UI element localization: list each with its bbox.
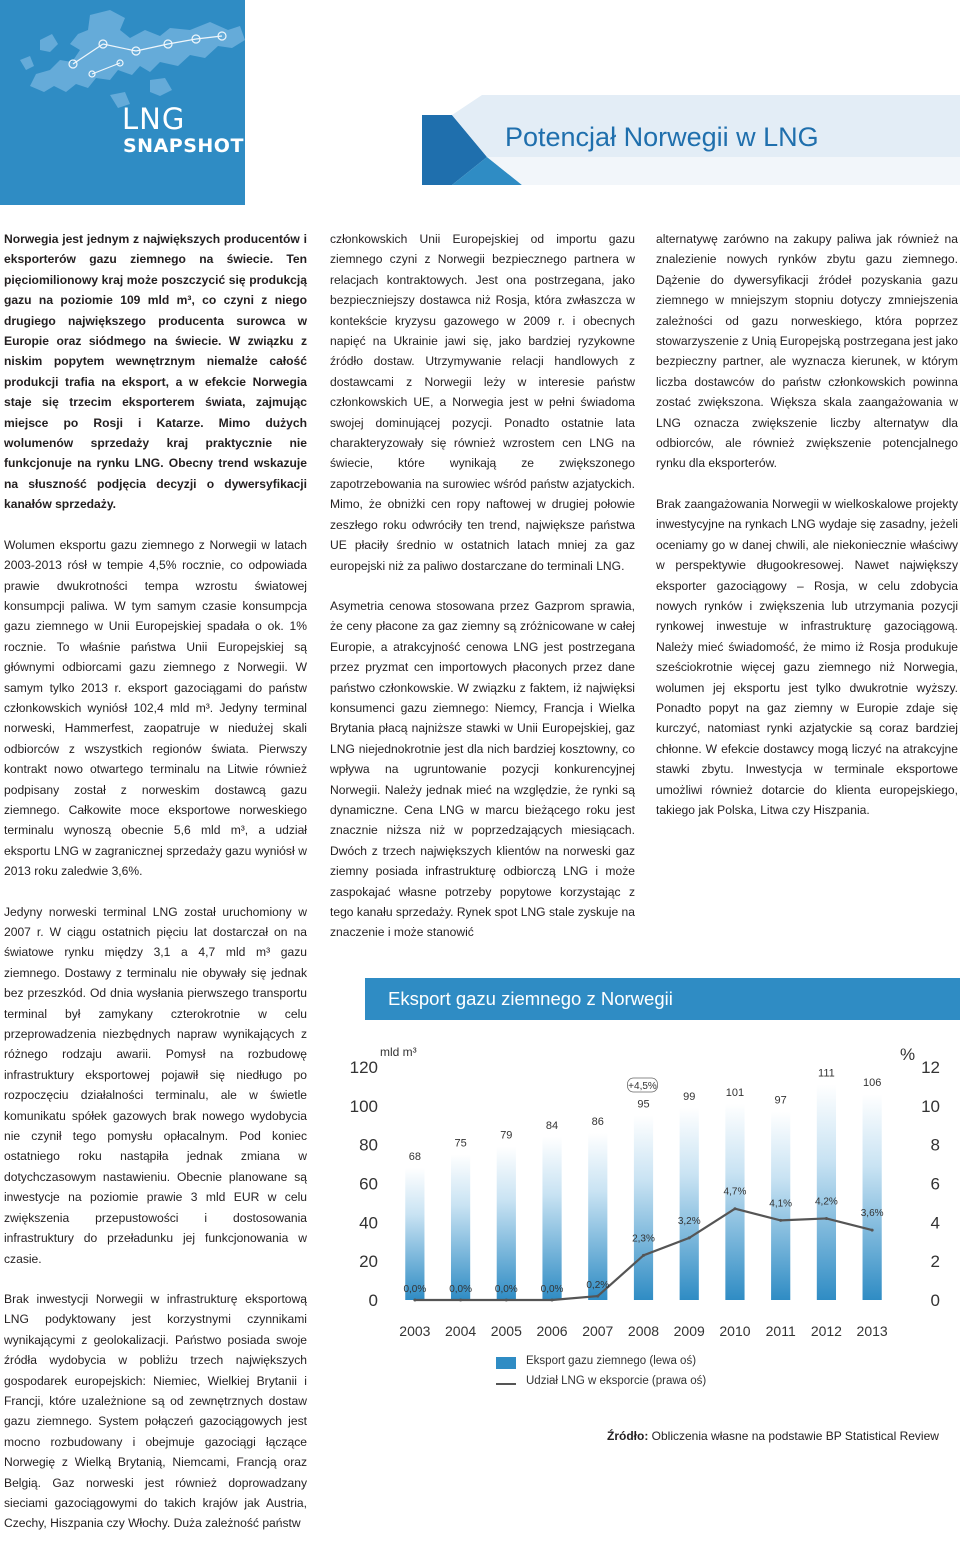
- chart-bar: [860, 1094, 884, 1300]
- x-axis-tick-label: 2007: [582, 1323, 614, 1339]
- x-axis-tick-label: 2005: [490, 1323, 522, 1339]
- left-axis-tick-label: 20: [359, 1252, 378, 1272]
- paragraph: Brak zaangażowania Norwegii w wielkoskalowe projekty inwestycyjne na rynkach LNG wydaje się zasadny, jeżeli oceniamy go w danej chwili, ale niekoniecznie właściwy w perspektywie długookresowej. Nawet największy eksporter gazociągowy – Rosja, w celu zdobycia nowych rynków i zwiększenia lub utrzymania pozycji rynkowej inwestuje w infrastrukturę gazociągową. Należy mieć świadomość, że mimo iż Rosja produkuje sześciokrotnie więcej gazu ziemnego niż Norwegia, wolumen jej eksportu jest tylko dwukrotnie wyższy. Ponadto popyt na gaz ziemny w Europie zdaje się kurczyć, natomiast rynki azjatyckie są coraz bardziej chłonne. W efekcie dostawcy mogą liczyć na atrakcyjne stawki zbytu. Inwestycja w terminale eksportowe umożliwi również dotarcie do klienta europejskiego, takiego jak Polska, Litwa czy Hiszpania.: [656, 496, 958, 817]
- page-title: Potencjał Norwegii w LNG: [505, 122, 819, 152]
- growth-annotation: +4,5%: [628, 1081, 657, 1092]
- logo-lng: LNG: [122, 102, 186, 136]
- x-axis-tick-label: 2006: [536, 1323, 568, 1339]
- line-value-label: 0,0%: [403, 1284, 427, 1295]
- legend-line-swatch: [496, 1383, 516, 1385]
- bar-value-label: 111: [818, 1067, 835, 1080]
- paragraph: Jedyny norweski terminal LNG został uruchomiony w 2007 r. W ciągu ostatnich pięciu lat dostarczał on na światowe rynku między 3,1 a 4,7 mld m³ gazu ziemnego. Dostawy z terminalu nie obywały się jednak bez przeszkód. Od dnia wysłania pierwszego transportu terminal był zamykany czterokrotnie w celu przeprowadzenia niezbędnych napraw wynikających z różnego rodzaju awarii. Pomysł na rozbudowę infrastruktury eksportowej pojawił się niedługo po rozpoczęciu działalności terminalu, ale w świetle komunikatu spółek gazowych brak nowego wydobycia nie czynił tego pomysłu opłacalnym. Pod koniec ostatniego roku nastąpiła jednak zmiana w dotychczasowym nastawieniu. Obecnie planowane są inwestycje na poziomie prawie 3 mld EUR w celu zwiększenia przepustowości i dostosowania infrastruktury do przeładunku jej funkcjonowania w czasie.: [4, 904, 307, 1266]
- source-label: Źródło:: [607, 1429, 649, 1443]
- right-axis-tick-label: 12: [921, 1058, 940, 1077]
- left-axis-tick-label: 80: [359, 1135, 378, 1155]
- bar-value-label: 75: [454, 1137, 467, 1150]
- line-value-label: 2,3%: [632, 1233, 655, 1245]
- bar-value-label: 95: [637, 1098, 650, 1111]
- export-chart: [330, 1020, 960, 1350]
- line-value-label: 3,2%: [677, 1215, 701, 1227]
- bar-value-label: 97: [774, 1094, 787, 1107]
- line-point: [505, 1299, 508, 1302]
- page-header: [0, 0, 960, 210]
- chart-bar: [817, 1084, 836, 1300]
- chart-bar: [634, 1116, 653, 1300]
- right-axis-tick-label: 10: [921, 1096, 940, 1116]
- chart-title: Eksport gazu ziemnego z Norwegii: [388, 988, 673, 1009]
- text-column-3: [656, 229, 958, 840]
- left-axis-tick-label: 60: [359, 1174, 378, 1194]
- line-value-label: 3,6%: [860, 1208, 884, 1220]
- source-text: Obliczenia własne na podstawie BP Statistical Review: [651, 1429, 939, 1443]
- right-axis-unit: %: [900, 1045, 916, 1064]
- chart-bar: [677, 1108, 701, 1300]
- paragraph: alternatywę zarówno na zakupy paliwa jak również na znalezienie nowych rynków zbytu gazu ziemnego. Dążenie do dywersyfikacji źródeł pozyskania gazu ziemnego w mniejszym stopniu dotyczy zmniejszenia zależności od gazu norweskiego, która poprzez stowarzyszenie z Unią Europejską postrzegana jest jako bezpieczny partner, ale wyznacza kierunek, w którym liczba dostawców do państw członkowskich powinna zostać zwiększona. Większa skala zaangażowania w LNG oznacza zwiększenie liczby alternatyw dla odbiorców, ale również zwiększenie potencjalnego rynku dla eksporterów.: [656, 232, 958, 471]
- line-point: [733, 1207, 736, 1210]
- x-axis-tick-label: 2004: [445, 1323, 477, 1339]
- legend-label: Udział LNG w eksporcie (prawa oś): [526, 1375, 707, 1387]
- left-axis-unit: mld m³: [380, 1045, 417, 1059]
- bar-value-label: 106: [862, 1077, 882, 1090]
- line-value-label: 0,2%: [586, 1280, 610, 1292]
- bar-value-label: 68: [408, 1150, 421, 1163]
- right-axis-tick-label: 4: [930, 1213, 940, 1233]
- chart-bar: [542, 1137, 561, 1300]
- paragraph: Wolumen eksportu gazu ziemnego z Norwegii w latach 2003-2013 rósł w tempie 4,5% rocznie, co odpowiada prawie dwukrotności tempa wzrostu światowej konsumpcji paliwa. W tym samym czasie konsumpcja gazu ziemnego w Unii Europejskiej spadała o ok. 1% rocznie. To właśnie państwa Unii Europejskiej są głównymi odbiorcami gazu ziemnego z Norwegii. W samym tylko 2013 r. eksport gazociągami do państw członkowskich wyniósł 102,4 mld m³. Jedyny terminal norweski, Hammerfest, zaopatruje w niedużej skali odbiorców z wszystkich regionów świata. Pierwszy kontrakt nowo otwartego terminalu na Litwie również podpisany został z norweskim dostawcą gazu ziemnego. Całkowite moce eksportowe norweskiego terminalu wynoszą obecnie 5,6 mld m³, a udział eksportu LNG w zagranicznej sprzedaży gazu wyniósł w 2013 roku zaledwie 3,6%.: [4, 537, 307, 879]
- text-column-1: [4, 229, 307, 1554]
- bar-value-label: 99: [683, 1090, 696, 1103]
- chart-bar: [725, 1104, 744, 1300]
- left-axis-tick-label: 120: [349, 1058, 378, 1077]
- right-axis-tick-label: 2: [930, 1252, 940, 1272]
- line-point: [825, 1217, 828, 1220]
- x-axis-tick-label: 2009: [673, 1323, 705, 1339]
- left-axis-tick-label: 0: [368, 1291, 378, 1310]
- right-axis-tick-label: 0: [930, 1291, 940, 1310]
- line-point: [459, 1299, 462, 1302]
- left-axis-tick-label: 40: [359, 1213, 378, 1233]
- chart-bar: [494, 1147, 518, 1300]
- x-axis-tick-label: 2003: [399, 1323, 431, 1339]
- source-note: [607, 1429, 939, 1443]
- text-column-2: [330, 229, 635, 963]
- paragraph: członkowskich Unii Europejskiej od importu gazu ziemnego czyni z Norwegii bezpiecznego partnera w relacjach kontraktowych. Jest ona postrzegana, jako bezpieczniejszy dostawca niż Rosja, która zwłaszcza w kontekście kryzysu gazowego w 2009 r. i obecnych napięć na Ukrainie jawi się, jako bardziej ryzykowne źródło dostaw. Utrzymywanie relacji handlowych z dostawcami z Norwegii leży w interesie państw członkowskich UE, a Norwegia jest w pełni świadoma swojej dominującej pozycji. Ponadto ostatnie lata charakteryzowały się również wzrostem cen LNG na świecie, które wynikają ze zwiększonego zapotrzebowania na surowiec wśród państw azjatyckich. Mimo, że obniżki cen ropy naftowej w drugiej połowie zeszłego roku odwróciły ten trend, największe państwa UE płaciły średnio w ostatnich latach mniej za gaz europejski niż za paliwo dostarczane do terminali LNG.: [330, 232, 635, 573]
- chart-bar: [586, 1133, 610, 1300]
- line-value-label: 4,7%: [723, 1186, 747, 1198]
- bar-value-label: 84: [545, 1119, 559, 1132]
- bar-value-label: 79: [500, 1129, 513, 1142]
- chart-bar: [451, 1154, 470, 1300]
- x-axis-tick-label: 2013: [856, 1323, 888, 1339]
- line-value-label: 0,0%: [449, 1284, 472, 1295]
- line-value-label: 0,0%: [494, 1284, 518, 1295]
- legend-bar-swatch: [496, 1357, 516, 1369]
- right-axis-tick-label: 8: [930, 1135, 940, 1155]
- right-axis-tick-label: 6: [930, 1174, 940, 1194]
- line-point: [688, 1236, 691, 1239]
- left-axis-tick-label: 100: [349, 1096, 378, 1116]
- bar-value-label: 86: [591, 1116, 604, 1129]
- paragraph: Brak inwestycji Norwegii w infrastrukturę eksportową LNG podyktowany jest korzystnymi czynnikami wynikającymi z geolokalizacji. Państwo posiada swoje źródła wydobycia w pobliżu trzech największych gospodarek europejskich: Niemiec, Wielkiej Brytanii i Francji, które uzależnione są od zewnętrznych dostaw gazu ziemnego. System połączeń gazociągowych jest mocno rozbudowany i obejmuje gazociągi łączące Norwegię z Wielką Brytanią, Niemcami, Francją oraz Belgią. Gaz norweski jest również doprowadzany sieciami gazociągowymi do takich krajów jak Austria, Czechy, Hiszpania czy Włochy. Duża zależność państw: [4, 1291, 307, 1531]
- logo-snapshot: SNAPSHOT: [123, 135, 244, 157]
- bar-value-label: 101: [725, 1086, 745, 1099]
- x-axis-tick-label: 2012: [810, 1323, 842, 1339]
- lead-paragraph: Norwegia jest jednym z największych producentów i eksporterów gazu ziemnego na świecie. Ten pięciomilionowy kraj może poszczycić się produkcją gazu na poziomie 109 mld m³, co czyni z niego drugiego największego producenta surowca w Europie oraz siódmego na świecie. W związku z niskim popytem wewnętrznym niemalże całość produkcji trafia na eksport, a w efekcie Norwegia staje się trzecim eksporterem świata, zajmując miejsce po Rosji i Katarze. Mimo dużych wolumenów sprzedaży kraj praktycznie nie funkcjonuje na rynku LNG. Obecny trend wskazuje na słuszność podjęcia decyzji o dywersyfikacji kanałów sprzedaży.: [4, 232, 307, 512]
- line-point: [642, 1254, 645, 1257]
- paragraph: Asymetria cenowa stosowana przez Gazprom sprawia, że ceny płacone za gaz ziemny są zróżnicowane w całej Europie, a atrakcyjność cenowa LNG jest postrzegana przez pryzmat cen importowych płaconych przez dane państwo członkowskie. W związku z faktem, iż najwięksi konsumenci gazu ziemnego: Niemcy, Francja i Wielka Brytania płacą najniższe stawki w Unii Europejskiej, gaz LNG niejednokrotnie jest dla nich bardziej kosztowny, co wpływa na ugruntowanie pozycji konkurencyjnej Norwegii. Należy jednak mieć na względzie, że rynki są dynamiczne. Cena LNG w marcu bieżącego roku jest znacznie niższa niż w poprzedzających miesiącach. Dwóch z trzech największych klientów na norweski gaz ziemny posiada infrastrukturę odbiorczą LNG i może zaspokajać własne potrzeby popytowe korzystając z tego kanału sprzedaży. Rynek spot LNG stale zyskuje na znaczenie i może stanowić: [330, 598, 635, 940]
- line-point: [779, 1219, 782, 1222]
- line-value-label: 0,0%: [540, 1284, 564, 1295]
- x-axis-tick-label: 2008: [627, 1323, 660, 1339]
- legend-label: Eksport gazu ziemnego (lewa oś): [526, 1355, 697, 1367]
- chart-bar: [403, 1168, 427, 1300]
- line-value-label: 4,1%: [769, 1198, 793, 1210]
- line-value-label: 4,2%: [815, 1196, 838, 1208]
- x-axis-tick-label: 2010: [719, 1323, 751, 1339]
- x-axis-tick-label: 2011: [765, 1323, 796, 1339]
- line-point: [413, 1299, 416, 1302]
- line-point: [596, 1295, 599, 1298]
- line-point: [551, 1299, 554, 1302]
- line-point: [871, 1229, 874, 1232]
